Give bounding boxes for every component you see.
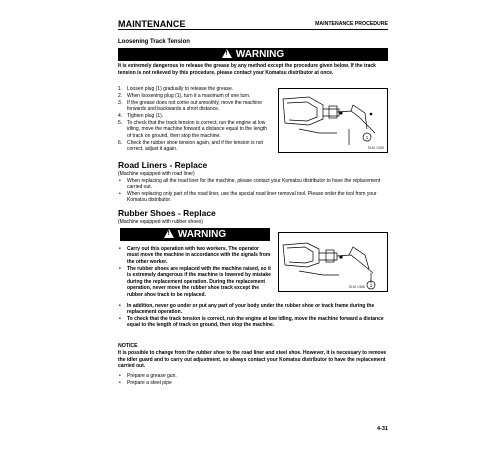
warning-banner-1 — [118, 48, 388, 61]
step-4: 4. Tighten plug (1). — [118, 113, 164, 119]
notice-title: NOTICE — [118, 343, 138, 349]
step-6: 6. Check the rubber shoe tension again, and if the tension is not correct, adjust it again. — [118, 140, 263, 153]
rubber-shoe-bullet-4: • To check that the track tension is correct, run the engine at low idling, move the machine forward a distance equal to the length of track on ground, then stop the machine. — [119, 316, 384, 329]
step-1: 1. Loosen plug (1) gradually to release the grease. — [118, 86, 234, 92]
road-liner-bullet-2: • When replacing only part of the road liner, use the special road liner removal tool. Please order the tool from your Komatsu distributor. — [119, 191, 377, 204]
rubber-shoe-illustration — [279, 233, 387, 291]
page-header — [118, 19, 388, 29]
figure-code-2: SLM 1366 — [348, 285, 365, 289]
warning-triangle-icon — [164, 229, 174, 238]
rubber-shoes-subtitle: (Machine equipped with rubber shoes) — [118, 219, 204, 225]
step-3: 3. If the grease does not come out smoothly, move the machine forwards and backwards a short distance. — [118, 100, 262, 113]
header-section: MAINTENANCE PROCEDURE — [315, 21, 388, 27]
warning-triangle-icon — [222, 49, 232, 58]
notice-bullet-2: • Prepare a steel pipe — [119, 380, 172, 386]
header-rule — [118, 29, 388, 30]
grease-plug-illustration — [279, 89, 387, 152]
loosening-title: Loosening Track Tension — [118, 39, 190, 45]
notice-bullet-1: • Prepare a grease gun. — [119, 373, 177, 379]
rubber-shoe-bullet-1: • Carry out this operation with two workers. The operator must move the machine in accordance with the signals from the other worker. — [119, 246, 271, 265]
rubber-shoe-bullet-2: • The rubber shoes are replaced with the machine raised, so it is extremely dangerous if the machine is lowered by mistake during the replacement operation. During the replacement operation, never move the rubber shoe track except the rubber shoe track to be replaced. — [119, 266, 271, 298]
road-liners-title: Road Liners - Replace — [118, 160, 208, 170]
step-2: 2. When loosening plug (1), turn it a maximum of one turn. — [118, 93, 251, 99]
road-liner-bullet-1: • When replacing all the road liner for the machine, please contact your Komatsu distributor to have the replacement carried out. — [119, 178, 381, 191]
rubber-shoes-title: Rubber Shoes - Replace — [118, 208, 216, 218]
figure-rubber-shoe — [278, 232, 388, 292]
figure-code-1: SLM 1365 — [367, 146, 384, 150]
figure-grease-plug — [278, 88, 388, 153]
header-title: MAINTENANCE — [118, 19, 186, 29]
rubber-shoe-bullet-3: • In addition, never go under or put any part of your body under the rubber shoe or track frame during the replacement operation. — [119, 303, 375, 316]
warning-text-1: It is extremely dangerous to release the grease by any method except the procedure given below. If the track tension is not relieved by this procedure, please contact your Komatsu distributor at once. — [118, 63, 376, 76]
warning-label-1: WARNING — [235, 49, 285, 60]
notice-text: It is possible to change from the rubber shoe to the road liner and steel shoe. However, it is necessary to remove the idler guard and to carry out adjustment, so always contact your Komatsu distributor to have the replacement carried out. — [118, 350, 387, 369]
warning-banner-2 — [120, 228, 270, 241]
figure-callout-1: 1 — [365, 135, 369, 140]
figure-callout-2: 1 — [369, 283, 373, 288]
step-5: 5. To check that the track tension is correct, run the engine at low idling, move the machine forward a distance equal to the length of track on ground, then stop the machine. — [118, 120, 268, 139]
page-number: 4-31 — [376, 426, 388, 432]
warning-label-2: WARNING — [177, 229, 227, 240]
road-liners-subtitle: (Machine equipped with road liner) — [118, 171, 195, 177]
